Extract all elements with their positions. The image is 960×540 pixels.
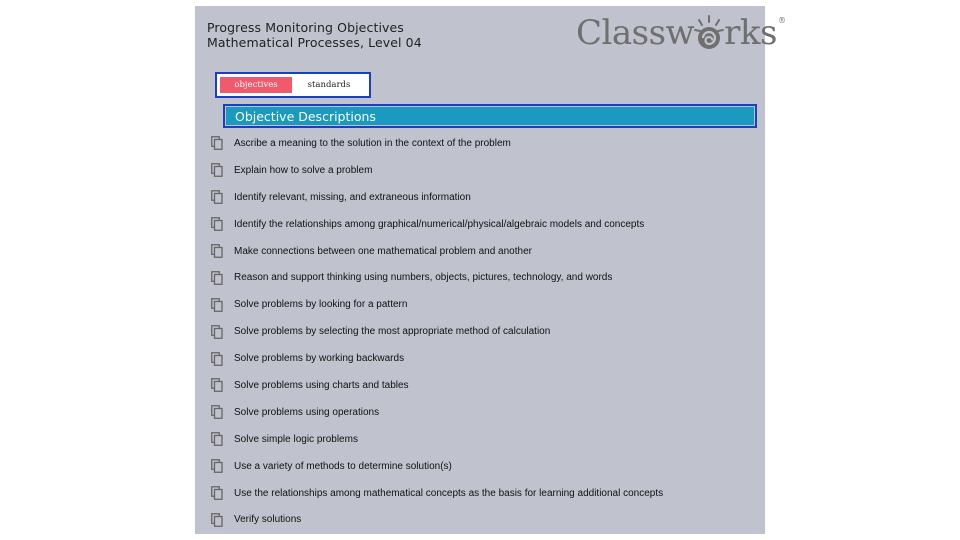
list-item: [211, 345, 761, 372]
copy-icon[interactable]: [211, 190, 223, 204]
copy-icon[interactable]: [211, 298, 223, 312]
list-item: [211, 399, 761, 426]
list-item: [211, 157, 761, 184]
list-item: [211, 211, 761, 238]
list-item: [211, 264, 761, 291]
tab-objectives[interactable]: objectives: [220, 77, 292, 93]
copy-icon[interactable]: [211, 136, 223, 150]
section-header: [223, 104, 757, 128]
objective-text: Solve problems using charts and tables: [234, 379, 409, 391]
copy-icon[interactable]: [211, 217, 223, 231]
copy-icon[interactable]: [211, 244, 223, 258]
list-item: [211, 291, 761, 318]
list-item: [211, 130, 761, 157]
list-item: [211, 318, 761, 345]
list-item: [211, 506, 761, 533]
objective-list: [211, 130, 761, 533]
objective-text: Solve problems using operations: [234, 406, 380, 418]
copy-icon[interactable]: [211, 378, 223, 392]
section-title: Objective Descriptions: [226, 107, 754, 125]
copy-icon[interactable]: [211, 405, 223, 419]
copy-icon[interactable]: [211, 352, 223, 366]
logo-text-suffix: rks: [724, 13, 777, 53]
copy-icon[interactable]: [211, 486, 223, 500]
tab-standards[interactable]: standards: [292, 77, 366, 93]
list-item: [211, 372, 761, 399]
copy-icon[interactable]: [211, 163, 223, 177]
list-item: [211, 238, 761, 265]
copy-icon[interactable]: [211, 432, 223, 446]
title-line-1: Progress Monitoring Objectives: [207, 20, 404, 35]
title-line-2: Mathematical Processes, Level 04: [207, 35, 422, 50]
classworks-logo: [576, 10, 785, 56]
objective-text: Use a variety of methods to determine solution(s): [234, 460, 452, 472]
objective-text: Explain how to solve a problem: [234, 164, 373, 176]
copy-icon[interactable]: [211, 513, 223, 527]
objectives-panel: [195, 6, 786, 534]
objective-text: Identify relevant, missing, and extraneous information: [234, 191, 471, 203]
objective-text: Identify the relationships among graphical/numerical/physical/algebraic models and concepts: [234, 218, 645, 230]
objective-text: Solve simple logic problems: [234, 433, 358, 445]
view-tabs: [215, 72, 371, 98]
logo-text-prefix: Classw: [576, 13, 695, 53]
list-item: [211, 480, 761, 507]
list-item: [211, 426, 761, 453]
registered-mark: ®: [777, 16, 786, 25]
objective-text: Use the relationships among mathematical concepts as the basis for learning additional concepts: [234, 487, 664, 499]
objective-text: Solve problems by selecting the most appropriate method of calculation: [234, 326, 551, 338]
page-title: [207, 20, 422, 50]
objective-text: Reason and support thinking using numbers, objects, pictures, technology, and words: [234, 272, 613, 284]
copy-icon[interactable]: [211, 325, 223, 339]
list-item: [211, 453, 761, 480]
copy-icon[interactable]: [211, 271, 223, 285]
objective-text: Solve problems by looking for a pattern: [234, 299, 408, 311]
list-item: [211, 184, 761, 211]
objective-text: Solve problems by working backwards: [234, 353, 405, 365]
copy-icon[interactable]: [211, 459, 223, 473]
objective-text: Ascribe a meaning to the solution in the context of the problem: [234, 137, 511, 149]
objective-text: Verify solutions: [234, 514, 302, 526]
objective-text: Make connections between one mathematical problem and another: [234, 245, 532, 257]
logo-swirl-icon: [693, 13, 725, 53]
